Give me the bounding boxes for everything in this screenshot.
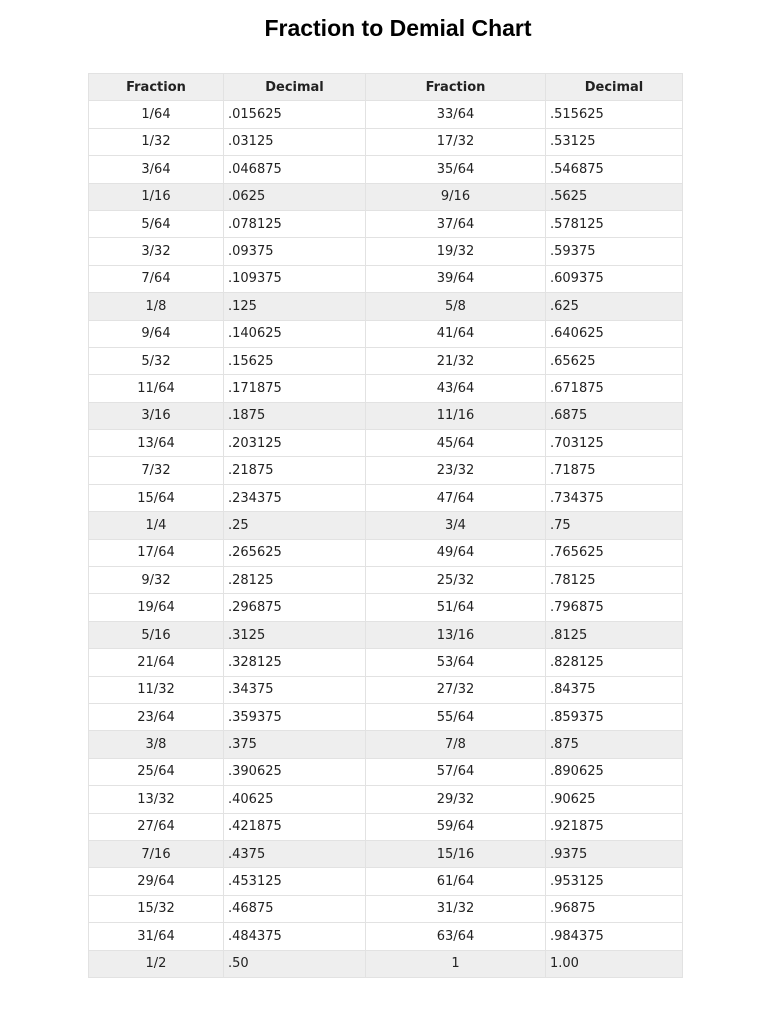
fraction-cell-right: 29/32	[366, 786, 546, 813]
fraction-cell-left: 19/64	[89, 594, 224, 621]
decimal-cell-right: .703125	[546, 430, 683, 457]
table-row	[89, 430, 683, 457]
fraction-cell-left: 9/32	[89, 567, 224, 594]
fraction-cell-right: 55/64	[366, 703, 546, 730]
table-row	[89, 786, 683, 813]
fraction-cell-right: 61/64	[366, 868, 546, 895]
table-row	[89, 210, 683, 237]
fraction-cell-right: 5/8	[366, 293, 546, 320]
table-row	[89, 539, 683, 566]
fraction-cell-left: 1/4	[89, 512, 224, 539]
fraction-cell-left: 27/64	[89, 813, 224, 840]
decimal-cell-left: .359375	[224, 703, 366, 730]
fraction-cell-right: 13/16	[366, 621, 546, 648]
decimal-cell-right: .546875	[546, 156, 683, 183]
fraction-cell-left: 13/32	[89, 786, 224, 813]
decimal-cell-left: .171875	[224, 375, 366, 402]
table-row	[89, 101, 683, 128]
fraction-cell-left: 1/16	[89, 183, 224, 210]
fraction-cell-left: 1/2	[89, 950, 224, 977]
decimal-cell-right: .59375	[546, 238, 683, 265]
fraction-decimal-table	[88, 73, 683, 978]
decimal-cell-left: .50	[224, 950, 366, 977]
table-row	[89, 868, 683, 895]
table-row	[89, 402, 683, 429]
decimal-cell-right: .65625	[546, 347, 683, 374]
decimal-cell-left: .0625	[224, 183, 366, 210]
header-fraction-right: Fraction	[366, 74, 546, 101]
decimal-cell-right: .90625	[546, 786, 683, 813]
table-row	[89, 895, 683, 922]
decimal-cell-left: .390625	[224, 758, 366, 785]
fraction-cell-right: 9/16	[366, 183, 546, 210]
table-row	[89, 923, 683, 950]
table-header-row	[89, 74, 683, 101]
header-decimal-right: Decimal	[546, 74, 683, 101]
decimal-cell-right: .953125	[546, 868, 683, 895]
decimal-cell-right: .859375	[546, 703, 683, 730]
fraction-cell-left: 1/64	[89, 101, 224, 128]
decimal-cell-right: .796875	[546, 594, 683, 621]
decimal-cell-left: .15625	[224, 347, 366, 374]
fraction-cell-left: 7/64	[89, 265, 224, 292]
table-row	[89, 512, 683, 539]
fraction-cell-left: 7/16	[89, 840, 224, 867]
fraction-cell-right: 47/64	[366, 484, 546, 511]
table-row	[89, 703, 683, 730]
decimal-cell-right: .828125	[546, 649, 683, 676]
decimal-cell-left: .21875	[224, 457, 366, 484]
decimal-cell-right: .9375	[546, 840, 683, 867]
decimal-cell-right: .671875	[546, 375, 683, 402]
fraction-cell-left: 9/64	[89, 320, 224, 347]
table-row	[89, 567, 683, 594]
decimal-cell-right: 1.00	[546, 950, 683, 977]
decimal-cell-right: .890625	[546, 758, 683, 785]
fraction-cell-left: 13/64	[89, 430, 224, 457]
fraction-cell-right: 17/32	[366, 128, 546, 155]
table-row	[89, 731, 683, 758]
decimal-cell-right: .984375	[546, 923, 683, 950]
decimal-cell-right: .921875	[546, 813, 683, 840]
decimal-cell-left: .03125	[224, 128, 366, 155]
fraction-cell-left: 5/32	[89, 347, 224, 374]
fraction-cell-right: 25/32	[366, 567, 546, 594]
fraction-cell-right: 57/64	[366, 758, 546, 785]
decimal-cell-left: .484375	[224, 923, 366, 950]
fraction-cell-left: 21/64	[89, 649, 224, 676]
table-row	[89, 156, 683, 183]
fraction-cell-right: 39/64	[366, 265, 546, 292]
fraction-cell-right: 19/32	[366, 238, 546, 265]
fraction-cell-right: 59/64	[366, 813, 546, 840]
decimal-cell-right: .515625	[546, 101, 683, 128]
decimal-cell-left: .046875	[224, 156, 366, 183]
fraction-cell-right: 27/32	[366, 676, 546, 703]
fraction-cell-left: 3/16	[89, 402, 224, 429]
fraction-cell-right: 53/64	[366, 649, 546, 676]
fraction-cell-left: 7/32	[89, 457, 224, 484]
decimal-cell-left: .46875	[224, 895, 366, 922]
fraction-cell-right: 63/64	[366, 923, 546, 950]
decimal-cell-right: .875	[546, 731, 683, 758]
decimal-cell-right: .78125	[546, 567, 683, 594]
decimal-cell-left: .421875	[224, 813, 366, 840]
fraction-cell-left: 5/16	[89, 621, 224, 648]
table-row	[89, 320, 683, 347]
page-title: Fraction to Demial Chart	[264, 15, 532, 41]
fraction-cell-left: 31/64	[89, 923, 224, 950]
decimal-cell-left: .015625	[224, 101, 366, 128]
fraction-cell-right: 51/64	[366, 594, 546, 621]
decimal-cell-left: .09375	[224, 238, 366, 265]
decimal-cell-left: .453125	[224, 868, 366, 895]
decimal-cell-right: .640625	[546, 320, 683, 347]
fraction-cell-right: 7/8	[366, 731, 546, 758]
decimal-cell-left: .4375	[224, 840, 366, 867]
fraction-cell-right: 35/64	[366, 156, 546, 183]
decimal-cell-right: .734375	[546, 484, 683, 511]
decimal-cell-left: .125	[224, 293, 366, 320]
fraction-cell-right: 45/64	[366, 430, 546, 457]
table-row	[89, 758, 683, 785]
fraction-cell-left: 11/32	[89, 676, 224, 703]
decimal-cell-left: .140625	[224, 320, 366, 347]
fraction-cell-right: 23/32	[366, 457, 546, 484]
fraction-cell-right: 15/16	[366, 840, 546, 867]
decimal-cell-left: .28125	[224, 567, 366, 594]
decimal-cell-right: .96875	[546, 895, 683, 922]
table-row	[89, 813, 683, 840]
fraction-cell-left: 1/8	[89, 293, 224, 320]
fraction-cell-right: 3/4	[366, 512, 546, 539]
fraction-cell-left: 3/64	[89, 156, 224, 183]
table-row	[89, 375, 683, 402]
decimal-cell-right: .609375	[546, 265, 683, 292]
fraction-cell-left: 1/32	[89, 128, 224, 155]
table-row	[89, 950, 683, 977]
fraction-cell-left: 17/64	[89, 539, 224, 566]
decimal-cell-left: .34375	[224, 676, 366, 703]
decimal-cell-left: .265625	[224, 539, 366, 566]
fraction-cell-left: 5/64	[89, 210, 224, 237]
fraction-cell-left: 15/64	[89, 484, 224, 511]
table-row	[89, 347, 683, 374]
table-row	[89, 128, 683, 155]
table-row	[89, 457, 683, 484]
table-body	[89, 101, 683, 978]
decimal-cell-right: .8125	[546, 621, 683, 648]
decimal-cell-right: .765625	[546, 539, 683, 566]
decimal-cell-right: .625	[546, 293, 683, 320]
table-row	[89, 293, 683, 320]
fraction-cell-right: 37/64	[366, 210, 546, 237]
decimal-cell-right: .578125	[546, 210, 683, 237]
fraction-cell-right: 31/32	[366, 895, 546, 922]
table-row	[89, 238, 683, 265]
fraction-cell-left: 23/64	[89, 703, 224, 730]
fraction-cell-left: 15/32	[89, 895, 224, 922]
fraction-cell-right: 21/32	[366, 347, 546, 374]
table-row	[89, 840, 683, 867]
decimal-cell-right: .5625	[546, 183, 683, 210]
table-row	[89, 594, 683, 621]
table-row	[89, 484, 683, 511]
decimal-cell-left: .3125	[224, 621, 366, 648]
decimal-cell-left: .375	[224, 731, 366, 758]
decimal-cell-right: .53125	[546, 128, 683, 155]
decimal-cell-left: .328125	[224, 649, 366, 676]
decimal-cell-right: .6875	[546, 402, 683, 429]
header-fraction-left: Fraction	[89, 74, 224, 101]
fraction-cell-left: 3/8	[89, 731, 224, 758]
decimal-cell-left: .296875	[224, 594, 366, 621]
fraction-cell-left: 3/32	[89, 238, 224, 265]
decimal-cell-right: .75	[546, 512, 683, 539]
decimal-cell-right: .84375	[546, 676, 683, 703]
decimal-cell-left: .234375	[224, 484, 366, 511]
decimal-cell-right: .71875	[546, 457, 683, 484]
table-row	[89, 183, 683, 210]
fraction-cell-left: 29/64	[89, 868, 224, 895]
table-row	[89, 621, 683, 648]
fraction-cell-right: 43/64	[366, 375, 546, 402]
table-row	[89, 265, 683, 292]
table-row	[89, 649, 683, 676]
header-decimal-left: Decimal	[224, 74, 366, 101]
fraction-cell-right: 1	[366, 950, 546, 977]
fraction-cell-left: 11/64	[89, 375, 224, 402]
fraction-cell-right: 41/64	[366, 320, 546, 347]
decimal-cell-left: .078125	[224, 210, 366, 237]
fraction-cell-left: 25/64	[89, 758, 224, 785]
fraction-cell-right: 33/64	[366, 101, 546, 128]
table-row	[89, 676, 683, 703]
decimal-cell-left: .203125	[224, 430, 366, 457]
decimal-cell-left: .109375	[224, 265, 366, 292]
decimal-cell-left: .25	[224, 512, 366, 539]
fraction-cell-right: 49/64	[366, 539, 546, 566]
fraction-cell-right: 11/16	[366, 402, 546, 429]
decimal-cell-left: .40625	[224, 786, 366, 813]
decimal-cell-left: .1875	[224, 402, 366, 429]
